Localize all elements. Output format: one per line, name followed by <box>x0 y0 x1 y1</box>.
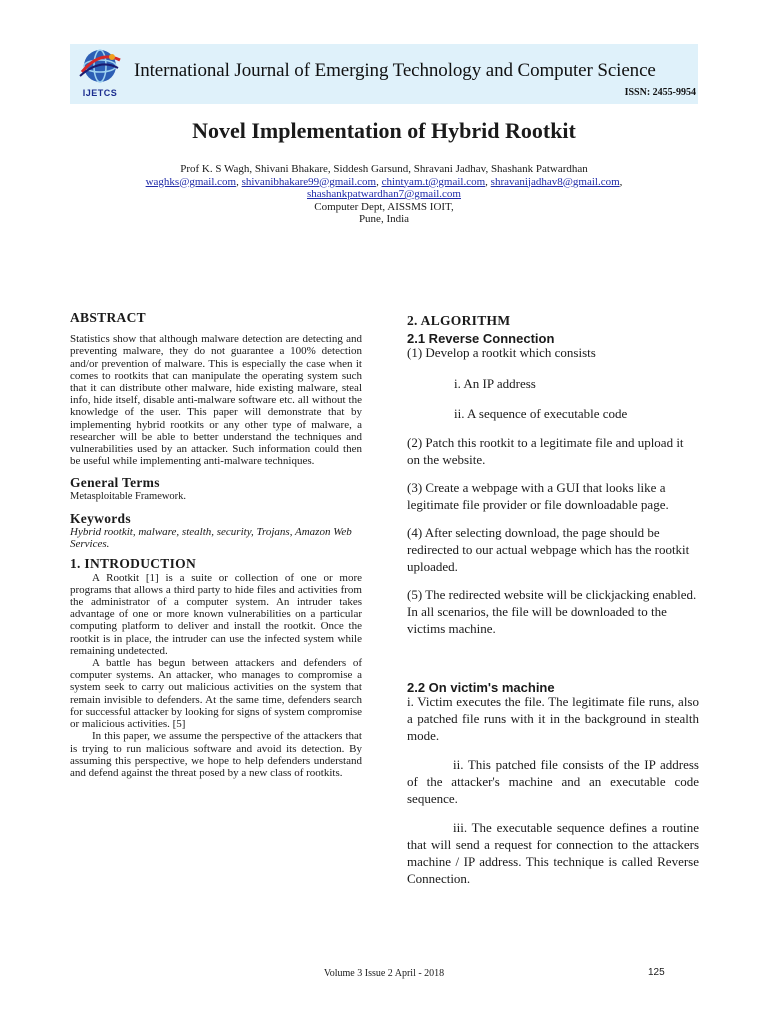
victim-paragraph-3: iii. The executable sequence defines a routine that will send a request for connection to the attackers machine / IP address. This technique is called Reverse Connection. <box>407 820 699 886</box>
victim-machine-heading: 2.2 On victim's machine <box>407 680 555 695</box>
algorithm-item-ii: ii. A sequence of executable code <box>454 406 628 421</box>
author-emails-line2 <box>90 188 678 201</box>
right-column <box>407 312 699 887</box>
footer-volume: Volume 3 Issue 2 April - 2018 <box>323 968 445 979</box>
journal-banner <box>70 44 698 104</box>
left-column <box>70 312 362 779</box>
general-terms-heading: General Terms <box>70 475 160 491</box>
author-emails: waghks@gmail.com, shivanibhakare99@gmail.com, chintyam.t@gmail.com, shravanijadhav8@gmail.com, <box>145 175 623 188</box>
author-block <box>90 163 678 226</box>
keywords-text: Hybrid rootkit, malware, stealth, security, Trojans, Amazon Web Services. <box>70 526 352 551</box>
email-link[interactable]: shashankpatwardhan7@gmail.com <box>306 188 461 200</box>
victim-paragraph-2: ii. This patched file consists of the IP address of the attacker's machine and an executable code sequence. <box>407 757 699 806</box>
journal-logo <box>76 46 124 102</box>
algorithm-step-3: (3) Create a webpage with a GUI that looks like a legitimate file provider or file downloadable page. <box>407 480 669 512</box>
introduction-heading: 1. INTRODUCTION <box>70 556 197 572</box>
journal-title: International Journal of Emerging Technology and Computer Science <box>134 60 656 81</box>
intro-paragraph: A battle has begun between attackers and defenders of computer systems. An attacker, who manages to compromise a system seek to carry out malicious activities on the system that remain invisible to defenders. At the same time, defenders search for successful attacker by looking for signs of system compromise or malicious activities. [5] <box>70 657 362 731</box>
algorithm-item-i: i. An IP address <box>454 376 536 391</box>
email-link[interactable]: shravanijadhav8@gmail.com <box>490 175 620 188</box>
intro-paragraph: A Rootkit [1] is a suite or collection of one or more programs that allows a third party to hide files and activities from the administrator of a computer system. An intruder takes advantage of one or more known vulnerabilities on a particular computing platform to deliver and install the rootkit. Once the rootkit is in place, the intruder can use the infected system while remaining undetected. <box>70 571 362 657</box>
keywords-heading: Keywords <box>70 510 131 526</box>
abstract-heading: ABSTRACT <box>70 310 146 325</box>
page-number: 125 <box>648 967 665 978</box>
abstract-text: Statistics show that although malware detection are detecting and preventing malware, they do not guarantee a 100% detection and/or prevention of malware. This is especially the case when it comes to rootkits that can manipulate the operating system such that it can distribute other malware, hide existing malware, steal info, hide itself, disable anti-malware software etc. all without the knowledge of the user. This paper will demonstrate that by implementing hybrid rootkits or any other type of malware, a researcher will be able to better understand the techniques and vulnerabilities used by an attacker. Such information could then be useful while implementing anti-malware techniques. <box>70 333 362 468</box>
algorithm-step-2: (2) Patch this rootkit to a legitimate file and upload it on the website. <box>407 435 684 467</box>
general-terms-text: Metasploitable Framework. <box>70 490 187 502</box>
algorithm-heading: 2. ALGORITHM <box>407 313 511 328</box>
paper-title: Novel Implementation of Hybrid Rootkit <box>192 118 576 143</box>
author-names: Prof K. S Wagh, Shivani Bhakare, Siddesh Garsund, Shravani Jadhav, Shashank Patwardhan <box>180 163 588 175</box>
author-department: Computer Dept, AISSMS IOIT, <box>314 200 454 213</box>
issn-label: ISSN: 2455-9954 <box>624 87 696 98</box>
email-link[interactable]: waghks@gmail.com <box>145 175 237 188</box>
email-link[interactable]: chintyam.t@gmail.com <box>381 175 486 188</box>
email-link[interactable]: shivanibhakare99@gmail.com <box>241 175 377 188</box>
author-location: Pune, India <box>358 213 410 225</box>
algorithm-step-5: (5) The redirected website will be clickjacking enabled. In all scenarios, the file will be downloaded to the victims machine. <box>407 587 697 636</box>
reverse-connection-heading: 2.1 Reverse Connection <box>407 331 555 346</box>
algorithm-step-1: (1) Develop a rootkit which consists <box>407 345 596 360</box>
algorithm-step-4: (4) After selecting download, the page should be redirected to our actual webpage which has the rootkit uploaded. <box>407 525 690 574</box>
intro-paragraph: In this paper, we assume the perspective of the attackers that is trying to run malicious software and avoid its detection. By assuming this perspective, we hope to help defenders understand and defend against the threat posed by a new class of rootkits. <box>70 730 362 779</box>
victim-paragraph-1: i. Victim executes the file. The legitimate file runs, also a patched file runs with it in the background in stealth mode. <box>407 694 699 743</box>
journal-logo-text: IJETCS <box>82 88 118 98</box>
